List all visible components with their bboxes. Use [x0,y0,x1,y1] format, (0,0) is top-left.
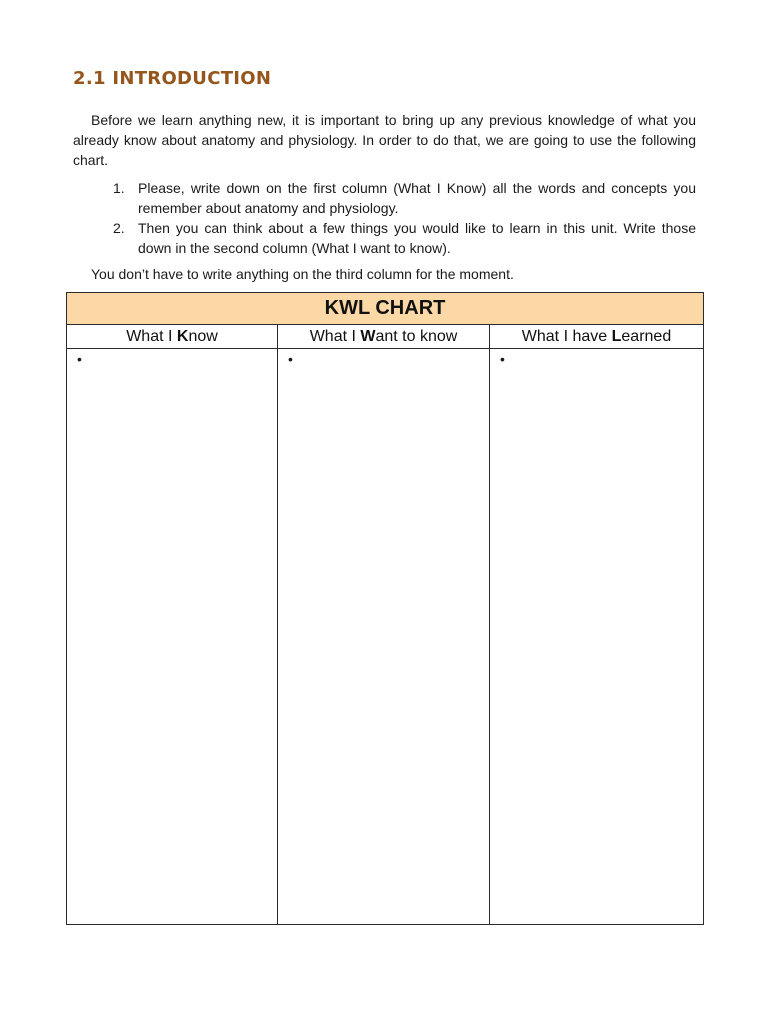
kwl-body-row [67,349,704,925]
kwl-chart-title: KWL CHART [67,293,704,325]
instruction-item [73,178,696,218]
column-header-learned [490,325,704,349]
bullet-point: • [77,351,82,367]
instruction-number: 1. [113,180,125,196]
kwl-chart-table [66,292,704,925]
instruction-number: 2. [113,220,125,236]
header-key-letter: L [611,327,622,345]
bullet-point: • [288,351,293,367]
section-heading: 2.1 INTRODUCTION [73,68,272,89]
header-text: What I [126,327,177,345]
kwl-title-row [67,293,704,325]
instruction-text: Please, write down on the first column (What I Know) all the words and concepts you remember about anatomy and physiology. [138,180,696,216]
instruction-list [73,178,696,258]
instruction-text: Then you can think about a few things you would like to learn in this unit. Write those down in the second column (What I want to know). [138,220,696,256]
third-column-note: You don’t have to write anything on the third column for the moment. [91,266,514,282]
instruction-item [73,218,696,258]
kwl-header-row [67,325,704,349]
column-header-know [67,325,278,349]
header-text: What I [309,327,361,345]
header-text: earned [621,327,672,345]
learned-column-cell[interactable] [490,349,704,925]
header-text: now [188,327,218,345]
intro-paragraph: Before we learn anything new, it is important to bring up any previous knowledge of what you already know about anatomy and physiology. In order to do that, we are going to use the following chart. [73,112,696,168]
bullet-point: • [500,351,505,367]
header-text: ant to know [375,327,458,345]
want-column-cell[interactable] [278,349,490,925]
column-header-want [278,325,490,349]
header-key-letter: W [360,327,376,345]
know-column-cell[interactable] [67,349,278,925]
header-key-letter: K [176,327,189,345]
header-text: What I have [521,327,612,345]
